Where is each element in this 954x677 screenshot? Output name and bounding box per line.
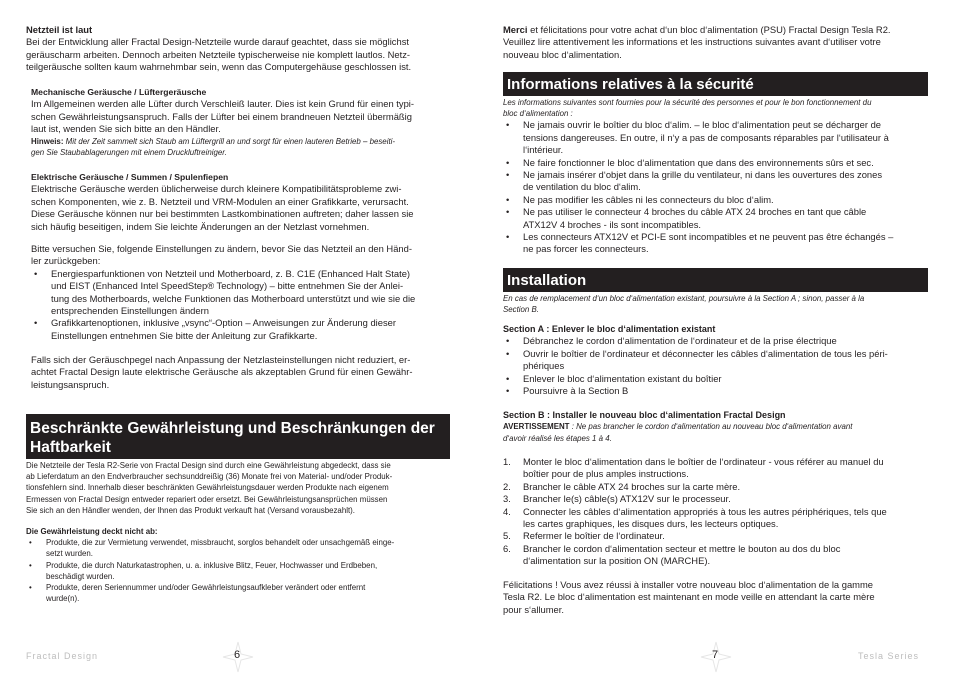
list-item: • Poursuivre à la Section B bbox=[503, 385, 928, 397]
paragraph-line: Tesla R2. Le bloc d‘alimentation est maintenant en mode veille en attendant la carte mère bbox=[503, 591, 875, 603]
list-item: • Ne jamais ouvrir le boîtier du bloc d‘alim. – le bloc d‘alimentation peut se décharger de tensions dangereuses. En outre, il n‘y a pas de composants réparables par l‘utilisateur à l‘intérieur. bbox=[503, 119, 928, 156]
paragraph-line: geräuscharm arbeiten. Dennoch arbeiten Netzteile typischerweise nie komplett lautlos. Netz- bbox=[26, 48, 411, 60]
section-falls bbox=[31, 354, 450, 391]
paragraph-line: schen Komponenten, wie z. B. Netzteil und VRM-Modulen an einer Grafikkarte, verursacht. bbox=[31, 195, 409, 207]
paragraph-line: Ermessen von Fractal Design entweder repariert oder ersetzt. Bei Gewährleistungsansprüchen müssen bbox=[26, 494, 388, 504]
paragraph-line: schen Gewährleistungsanspruch. Falls der Lüfter bei einem brandneuen Netzteil übermäßig bbox=[31, 110, 412, 122]
section-installation bbox=[503, 293, 928, 315]
hinweis-note bbox=[31, 136, 450, 147]
warning-label: AVERTISSEMENT bbox=[503, 422, 570, 432]
step-item: 6. Brancher le cordon d‘alimentation secteur et mettre le bouton au dos du bloc d‘alimentation sur la position ON (MARCHE). bbox=[503, 542, 841, 567]
list-item: • Produkte, deren Seriennummer und/oder Gewährleistungsaufkleber verändert oder entfernt wurde(n). bbox=[26, 582, 450, 604]
warning-note-line2: d‘avoir réalisé les étapes 1 à 4. bbox=[503, 433, 612, 443]
installation-steps bbox=[503, 456, 928, 568]
heading-section-b: Section B : Installer le nouveau bloc d‘alimentation Fractal Design bbox=[503, 410, 786, 420]
list-item: • Ne pas utiliser le connecteur 4 broches du câble ATX 24 broches en tant que câble ATX12V 4 broches - ils sont incompatibles. bbox=[503, 206, 928, 231]
section-warranty bbox=[26, 460, 450, 516]
heading-warranty: Beschränkte Gewährleistung und Beschränkungen der Haftbarkeit bbox=[26, 414, 450, 459]
paragraph-line: Veuillez lire attentivement les informations et les instructions suivantes avant d‘utiliser votre bbox=[503, 36, 881, 48]
paragraph-line: sich häufig beseitigen, indem Sie leichte Änderungen an der Netzlast vornehmen. bbox=[31, 220, 370, 232]
section-a bbox=[503, 323, 928, 397]
paragraph-line: Elektrische Geräusche werden üblicherweise durch kleinere Kompatibilitätsprobleme zwi- bbox=[31, 183, 402, 195]
paragraph-line: Sie sich an den Händler wenden, der Ihnen das Produkt verkauft hat (Versand vorausbezahlt). bbox=[26, 505, 355, 515]
heading-section-a: Section A : Enlever le bloc d‘alimentation existant bbox=[503, 324, 716, 334]
step-item: 3. Brancher le(s) câble(s) ATX12V sur le processeur. bbox=[503, 493, 731, 505]
paragraph-line: En cas de remplacement d‘un bloc d‘alimentation existant, poursuivre à la Section A ; sinon, passer à la bbox=[503, 294, 865, 303]
section-a-bullet-list bbox=[503, 335, 928, 397]
paragraph-line: tionsfehlern sind. Innerhalb dieser beschränkten Gewährleistungsdauer werden Produkte nach eigenem bbox=[26, 483, 389, 493]
footer-brand-left: Fractal Design bbox=[26, 651, 99, 661]
section-merci bbox=[503, 24, 928, 61]
warning-note: AVERTISSEMENT : Ne pas brancher le cordon d‘alimentation au nouveau bloc d‘alimentation avant bbox=[503, 422, 853, 432]
hinweis-text-line2: gen Sie Staubablagerungen mit einem Druckluftreiniger. bbox=[31, 147, 227, 157]
paragraph-line: achtet Fractal Design laute elektrische Geräusche als akzeptablen Grund für einen Gewähr- bbox=[31, 366, 413, 378]
paragraph-line: ab Lieferdatum an den Endverbraucher sechsunddreißig (36) Monate frei von Material- und/oder Produk- bbox=[26, 472, 393, 482]
list-item: • Ouvrir le boîtier de l‘ordinateur et déconnecter les câbles d‘alimentation de tous les péri- phériques bbox=[503, 348, 928, 373]
safety-bullet-list bbox=[503, 119, 928, 255]
hinweis-text: Mit der Zeit sammelt sich Staub am Lüftergrill an und sorgt für einen lauteren Betrieb – beseiti- bbox=[63, 136, 396, 146]
section-b bbox=[503, 409, 928, 444]
step-item: 1. Monter le bloc d‘alimentation dans le boîtier de l‘ordinateur - vous référer au manuel du boîtier pour de plus amples instructions. bbox=[503, 456, 884, 480]
paragraph-line: pour s‘allumer. bbox=[503, 603, 564, 615]
list-item: • Produkte, die zur Vermietung verwendet, missbraucht, sorglos behandelt oder unsachgemäß einge- setzt wurden. bbox=[26, 537, 450, 559]
paragraph-line: Falls sich der Geräuschpegel nach Anpassung der Netzlasteinstellungen nicht reduziert, er- bbox=[31, 354, 411, 365]
heading-mechanische-geraeusche: Mechanische Geräusche / Lüftergeräusche bbox=[31, 87, 207, 97]
paragraph-line: Im Allgemeinen werden alle Lüfter durch Verschleiß lauter. Dies ist kein Grund für einen typi- bbox=[31, 98, 414, 110]
heading-netzteil-laut: Netzteil ist laut bbox=[26, 24, 93, 35]
list-item: • Ne pas modifier les câbles ni les connecteurs du bloc d‘alim. bbox=[503, 194, 928, 206]
list-item: • Les connecteurs ATX12V et PCI-E sont incompatibles et ne peuvent pas être échangés – ne pas forcer les connecteurs. bbox=[503, 231, 928, 256]
section-bitte-versuchen bbox=[31, 243, 450, 342]
step-item: 4. Connecter les câbles d‘alimentation appropriés à tous les autres périphériques, tels que les cartes graphiques, les disques durs, les lecteurs optiques. bbox=[503, 505, 887, 530]
paragraph-line: laut ist, wenden Sie sich bitte an den Händler. bbox=[31, 123, 221, 135]
list-item: • Grafikkartenoptionen, inklusive „vsync“-Option – Anweisungen zur Änderung dieser Einstellungen entnehmen Sie bitte der Anleitung zur Grafikkarte. bbox=[31, 317, 450, 342]
section-deckt-nicht-ab bbox=[26, 526, 450, 604]
list-item: • Ne faire fonctionner le bloc d‘alimentation que dans des environnements sûrs et sec. bbox=[503, 157, 928, 169]
step-item: 5. Refermer le boîtier de l‘ordinateur. bbox=[503, 530, 665, 542]
list-item: • Enlever le bloc d‘alimentation existant du boîtier bbox=[503, 373, 928, 385]
section-safety bbox=[503, 97, 928, 256]
heading-safety: Informations relatives à la sécurité bbox=[503, 72, 928, 96]
paragraph-line: Die Netzteile der Tesla R2-Serie von Fractal Design sind durch eine Gewährleistung abgedeckt, dass sie bbox=[26, 461, 391, 470]
paragraph-line: Bei der Entwicklung aller Fractal Design-Netzteile wurde darauf geachtet, dass sie möglichst bbox=[26, 36, 409, 48]
paragraph-line: Section B. bbox=[503, 305, 539, 315]
paragraph-line: nouveau bloc d‘alimentation. bbox=[503, 48, 622, 60]
section-mechanische-geraeusche bbox=[31, 86, 450, 158]
footer-brand-right: Tesla Series bbox=[858, 651, 920, 661]
page-number-left: 6 bbox=[234, 649, 241, 661]
paragraph-line: leistungsanspruch. bbox=[31, 378, 110, 390]
paragraph-line: ler zurückgeben: bbox=[31, 255, 101, 267]
page-number-right: 7 bbox=[712, 649, 719, 661]
hinweis-label: Hinweis: bbox=[31, 136, 64, 146]
section-elektrische-geraeusche bbox=[31, 171, 450, 233]
list-item: • Ne jamais insérer d‘objet dans la grille du ventilateur, ni dans les ouvertures des zones de ventilation du bloc d‘alim. bbox=[503, 169, 928, 194]
step-item: 2. Brancher le câble ATX 24 broches sur la carte mère. bbox=[503, 480, 741, 492]
heading-elektrische-geraeusche: Elektrische Geräusche / Summen / Spulenfiepen bbox=[31, 172, 229, 182]
paragraph-line: Diese Geräusche können nur bei bestimmten Lastkombinationen auftreten; daher lassen sie bbox=[31, 208, 414, 220]
paragraph-line: Félicitations ! Vous avez réussi à installer votre nouveau bloc d‘alimentation de la gamme bbox=[503, 579, 873, 590]
section-netzteil-laut bbox=[26, 24, 450, 74]
bitte-bullet-list bbox=[31, 268, 450, 342]
list-item: • Produkte, die durch Naturkatastrophen, u. a. inklusive Blitz, Feuer, Hochwasser und Erdbeben, beschädigt wurden. bbox=[26, 560, 450, 582]
heading-installation: Installation bbox=[503, 268, 928, 292]
steps-list bbox=[503, 456, 928, 568]
deckt-bullet-list bbox=[26, 537, 450, 604]
merci-bold: Merci bbox=[503, 24, 528, 35]
list-item: • Débranchez le cordon d‘alimentation de l‘ordinateur et de la prise électrique bbox=[503, 335, 928, 347]
heading-deckt-nicht-ab: Die Gewährleistung deckt nicht ab: bbox=[26, 527, 158, 536]
paragraph-line: Merci et félicitations pour votre achat d‘un bloc d‘alimentation (PSU) Fractal Design Tesla R2. bbox=[503, 24, 891, 35]
paragraph-line: Les informations suivantes sont fournies pour la sécurité des personnes et pour le bon fonctionnement du bbox=[503, 98, 872, 107]
list-item: • Energiesparfunktionen von Netzteil und Motherboard, z. B. C1E (Enhanced Halt State) und EIST (Enhanced Intel SpeedStep® Technology) – bitte entnehmen Sie der Anlei- tung des Motherboards, welche Funktionen das Motherboard unterstützt und wie sie die entsprechenden Einstellungen ändern bbox=[31, 268, 450, 318]
section-felicitations bbox=[503, 579, 928, 616]
paragraph-line: Bitte versuchen Sie, folgende Einstellungen zu ändern, bevor Sie das Netzteil an den Händ- bbox=[31, 243, 412, 254]
paragraph-line: bloc d‘alimentation : bbox=[503, 109, 573, 119]
paragraph-line: teilgeräusche sollten kaum wahrnehmbar sein, wenn das Computergehäuse geschlossen ist. bbox=[26, 61, 412, 73]
